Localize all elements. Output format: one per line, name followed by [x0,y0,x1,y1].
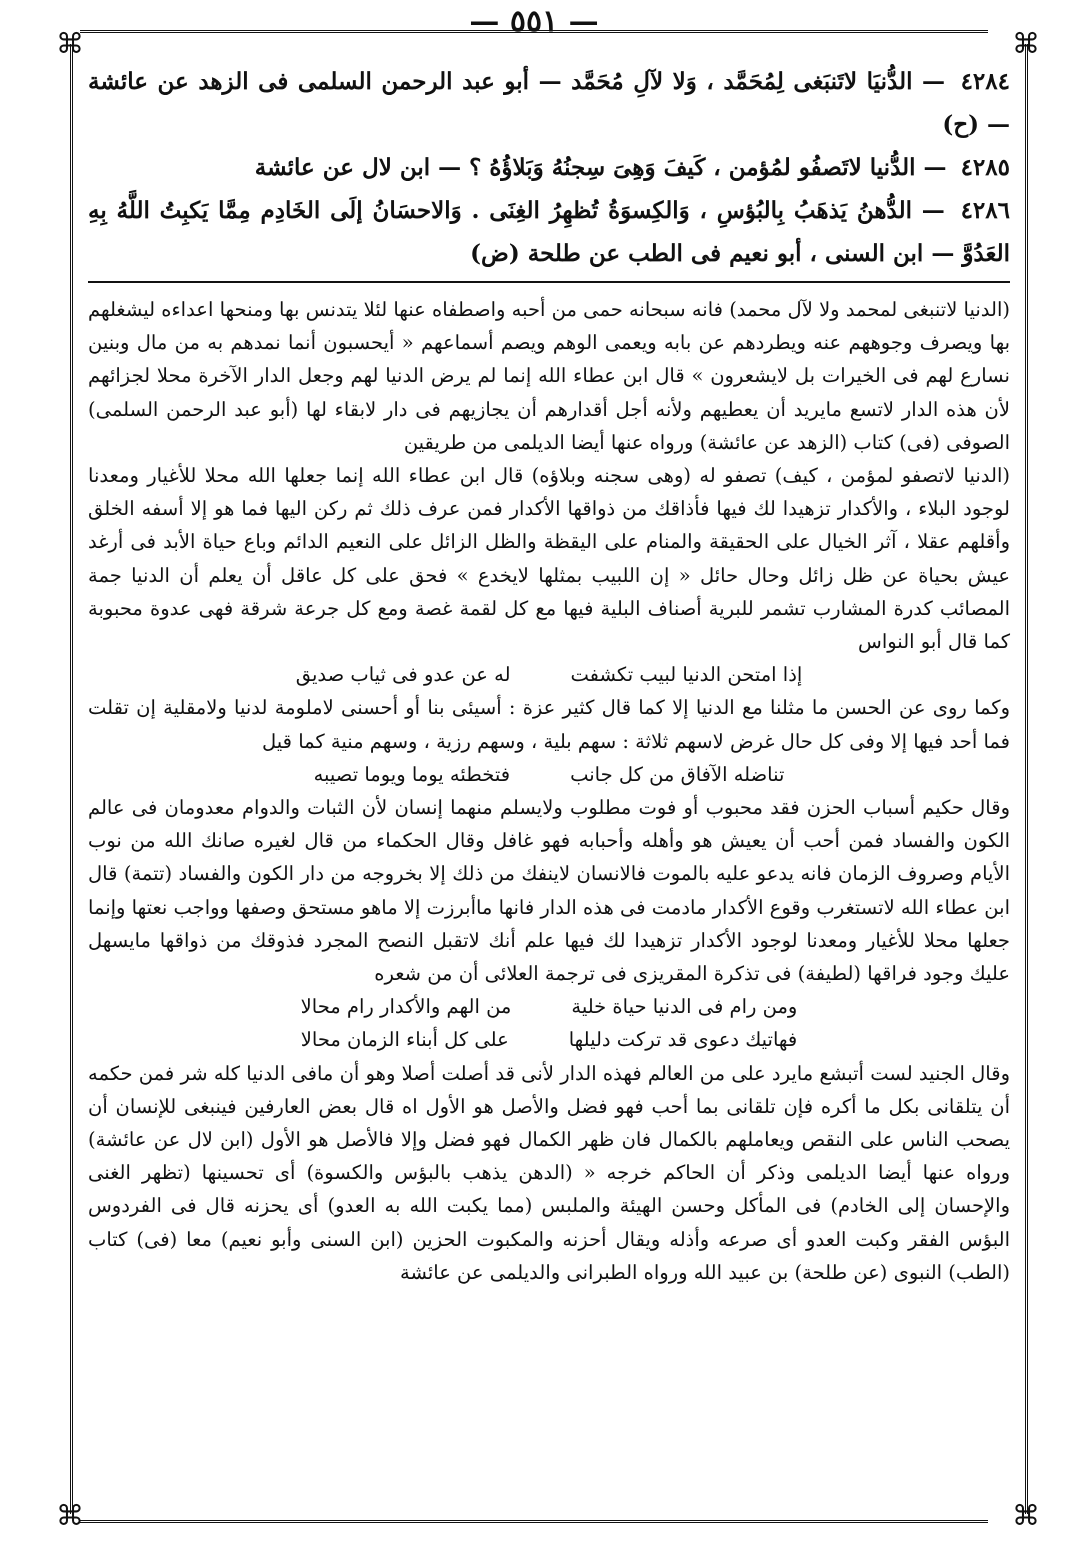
page-content [88,60,1010,1508]
hadith-entry [88,189,1010,275]
frame-bottom-border [80,1520,988,1523]
page-number: — ٥٥١ — [469,4,599,39]
commentary-paragraph: وكما روى عن الحسن ما مثلنا مع الدنيا إلا كما قال كثير عزة : أسيئى بنا أو أحسنى لاملومة لدنيا ولامقلية إن تقلت فما أحد فيها إلا وفى كل حال غرض لاسهم ثلاثة : سهم بلية ، وسهم رزية ، وسهم منية كما قيل [88,696,1010,753]
hadith-list [88,60,1010,275]
corner-ornament-icon: ⌘ [1012,1499,1040,1532]
commentary-paragraph: (الدنيا لاتنبغى لمحمد ولا لآل محمد) فانه سبحانه حمى من أحبه واصطفاه عنها لئلا يتدنس بها ومنحها اعداءه ليشغلهم بها ويصرف وجوههم عنه ويطردهم عن بابه ويعمى الوهم ويصم أسماعهم « أيحسبون أنما نمدهم به من مال وبنين نسارع لهم فى الخيرات بل لايشعرون » قال ابن عطاء الله إنما لم يرض الدنيا لهم وجعل الدار الآخرة محلا لجزائهم لأن هذه الدار لاتسع مايريد أن يعطيهم ولأنه أجل أقدارهم أن يجازيهم فى دار لابقاء لها (أبو عبد الرحمن السلمى) الصوفى (فى) كتاب (الزهد عن عائشة) ورواه عنها أيضا الديلمى من طريقين [88,298,1010,454]
frame-left-border [70,44,73,1514]
hadith-entry [88,60,1010,146]
commentary-paragraph: (الدنيا لاتصفو لمؤمن ، كيف) تصفو له (وهى سجنه وبلاؤه) قال ابن عطاء الله إنما جعلها الله محلا للأغيار ومعدنا لوجود البلاء ، والأكدار تزهيدا لك فيها فأذاقك من ذواقها الأكدار فمن عرف ذلك ثم ركن اليها فما هو إلا أسفه الخلق وأقلهم عقلا ، آثر الخيال على الحقيقة والمنام على اليقظة والظل الزائل على النعيم الدائم وباع حياة الأبد فى أرغد عيش بحياة عن ظل زائل وحال حائل « إن اللبيب بمثلها لايخدع » فحق على كل عاقل أن يعلم أن الدنيا جمة المصائب كدرة المشارب تشمر للبرية أصناف البلية فيها مع كل لقمة غصة ومع كل جرعة شرقة فهى عدوة محبوبة كما قال أبو النواس [88,464,1010,654]
frame-right-border [1025,44,1028,1514]
hadith-entry [88,146,1010,189]
verse-second-hemistich: له عن عدو فى ثياب صديق [295,663,511,687]
hadith-number: ٤٢٨٦ [960,197,1010,224]
poem-verse [88,758,1010,791]
poem-verse [88,658,1010,691]
corner-ornament-icon: ⌘ [56,1499,84,1532]
corner-ornament-icon: ⌘ [1012,27,1040,60]
verse-first-hemistich: فهاتيك دعوى قد تركت دليلها [568,1028,798,1052]
verse-first-hemistich: تناضله الآفاق من كل جانب [570,762,785,786]
hadith-text: — الدُّهنُ يَذهَبُ بِالبُؤسِ ، وَالكِسوَةُ تُظهِرُ الغِنَى . وَالاحسَانُ إلَى الخَادِم مِمَّا يَكبِتُ اللَّهُ بِهِ العَدُوَّ — ابن السنى ، أبو نعيم فى الطب عن طلحة (ض) [88,197,1010,267]
verse-second-hemistich: فتخطئه يوما ويوما تصيبه [313,762,511,786]
verse-second-hemistich: من الهم والأكدار رام محالا [300,995,512,1019]
hadith-number: ٤٢٨٤ [960,68,1010,95]
poem-verse [88,990,1010,1023]
commentary [88,293,1010,1289]
commentary-paragraph: وقال حكيم أسباب الحزن فقد محبوب أو فوت مطلوب ولايسلم منهما إنسان لأن الثبات والدوام معدومان فى عالم الكون والفساد فمن أحب أن يعيش هو وأهله وأحبابه فهو غافل وقال الحكماء من قال لغيره صانك الله من نوب الأيام وصروف الزمان فانه يدعو عليه بالموت فالانسان لاينفك من ذلك إلا بخروجه من دار الكون والفساد (تتمة) قال ابن عطاء الله لاتستغرب وقوع الأكدار مادمت فى هذه الدار فانها ماأبرزت إلا ماهو مستحق وصفها وواجب نعتها وإنما جعلها محلا للأغيار ومعدنا لوجود الأكدار تزهيدا لك فيها علم أنك لاتقبل النصح المجرد فذوقك من ذواقها مايسهل عليك وجود فراقها (لطيفة) فى تذكرة المقريزى فى ترجمة العلائى أن من شعره [88,796,1010,986]
commentary-paragraph: وقال الجنيد لست أتبشع مايرد على من العالم فهذه الدار لأنى قد أصلت أصلا وهو أن مافى الدنيا كله شر فمن حكمه أن يتلقانى بكل ما أكره فإن تلقانى بما أحب فهو فضل والأصل هو الأول اه قال بعض العارفين فينبغى للإنسان أن يصحب الناس على النقص ويعاملهم بالكمال فان ظهر الكمال فهو فضل وإلا فالأصل هو الأول (ابن لال عن عائشة) ورواه عنها أيضا الديلمى وذكر أن الحاكم خرجه « (الدهن يذهب بالبؤس والكسوة) أى تحسينها (تظهر الغنى والإحسان إلى الخادم) فى المأكل وحسن الهيئة والملبس (مما يكبت الله به العدو) أى يحزنه قال فى الفردوس البؤس الفقر وكبت العدو أى صرعه وأذله ويقال أحزنه والمكبوت الحزين (ابن السنى وأبو نعيم) معا (فى) كتاب (الطب) النبوى (عن طلحة) بن عبيد الله ورواه الطبرانى والديلمى عن عائشة [88,1061,1010,1284]
frame-top-border [80,30,988,33]
corner-ornament-icon: ⌘ [56,27,84,60]
hadith-text: — الدُّنيَا لاتَنبَغى لِمُحَمَّد ، وَلا لآلِ مُحَمَّد — أبو عبد الرحمن السلمى فى الزهد عن عائشة — (ح) [88,68,1010,138]
verse-second-hemistich: على كل أبناء الزمان محالا [300,1028,509,1052]
hadith-text: — الدُّنيا لاتَصفُو لمُؤمن ، كَيفَ وَهِىَ سِجنُهُ وَبَلاؤُهُ ؟ — ابن لال عن عائشة [254,154,947,181]
verse-first-hemistich: ومن رام فى الدنيا حياة خلية [571,995,798,1019]
section-divider [88,281,1010,283]
poem-verse [88,1023,1010,1056]
verse-first-hemistich: إذا امتحن الدنيا لبيب تكشفت [570,663,803,687]
hadith-number: ٤٢٨٥ [960,154,1010,181]
